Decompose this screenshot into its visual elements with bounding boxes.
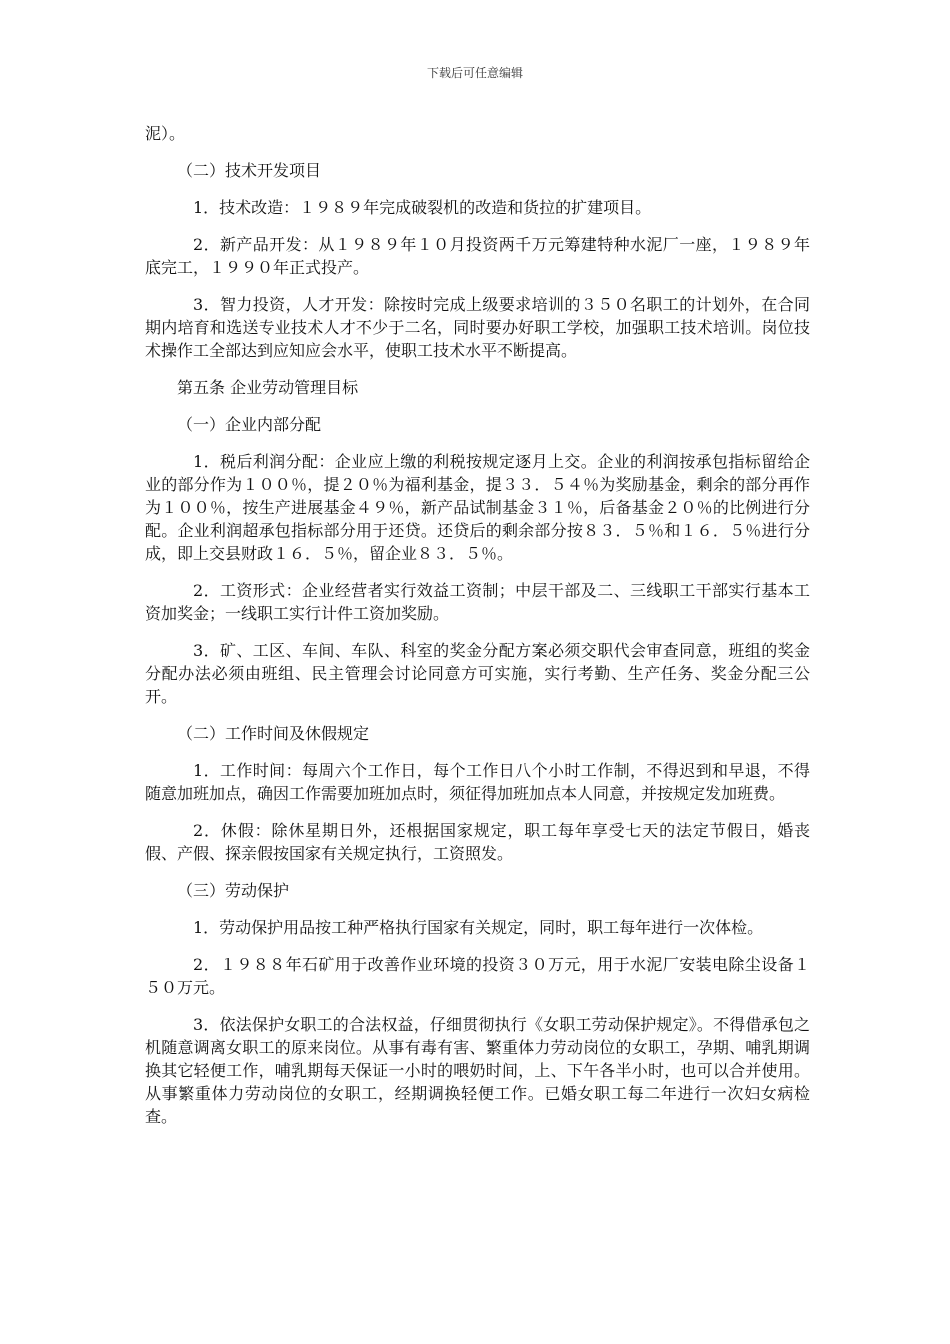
paragraph-wage-form: 2．工资形式：企业经营者实行效益工资制；中层干部及二、三线职工干部实行基本工资加奖金；一线职工实行计件工资加奖励。 bbox=[145, 581, 810, 623]
paragraph-environment-investment: 2．１９８８年石矿用于改善作业环境的投资３０万元，用于水泥厂安装电除尘设备１５０万元。 bbox=[145, 955, 810, 997]
paragraph-tech-reform: 1．技术改造：１９８９年完成破裂机的改造和货拉的扩建项目。 bbox=[193, 198, 652, 217]
paragraph-new-product: 2．新产品开发：从１９８９年１０月投资两千万元筹建特种水泥厂一座，１９８９年底完工，１９９０年正式投产。 bbox=[145, 235, 810, 277]
article-heading-five: 第五条 企业劳动管理目标 bbox=[177, 378, 359, 397]
section-heading-internal-distribution: （一）企业内部分配 bbox=[177, 415, 322, 434]
paragraph-holidays: 2．休假：除休星期日外，还根据国家规定，职工每年享受七天的法定节假日，婚丧假、产假、探亲假按国家有关规定执行，工资照发。 bbox=[145, 821, 810, 863]
section-heading-tech-dev: （二）技术开发项目 bbox=[177, 161, 322, 180]
paragraph-continuation: 泥）。 bbox=[145, 124, 186, 143]
section-heading-work-time: （二）工作时间及休假规定 bbox=[177, 724, 370, 743]
section-heading-labor-protection: （三）劳动保护 bbox=[177, 881, 290, 900]
document-body bbox=[145, 122, 810, 1142]
paragraph-bonus-plan: 3．矿、工区、车间、车队、科室的奖金分配方案必须交职代会审查同意，班组的奖金分配办法必须由班组、民主管理会讨论同意方可实施，实行考勤、生产任务、奖金分配三公开。 bbox=[145, 641, 810, 706]
page-header: 下载后可任意编辑 bbox=[426, 66, 523, 80]
paragraph-work-time: 1．工作时间：每周六个工作日，每个工作日八个小时工作制，不得迟到和早退，不得随意加班加点，确因工作需要加班加点时，须征得加班加点本人同意，并按规定发加班费。 bbox=[145, 761, 810, 803]
paragraph-profit-distribution: 1．税后利润分配：企业应上缴的利税按规定逐月上交。企业的利润按承包指标留给企业的部分作为１００％，提２０％为福利基金，提３３．５４％为奖励基金，剩余的部分再作为１００％，按生产进展基金４９％，新产品试制基金３１％，后备基金２０％的比例进行分配。企业利润超承包指标部分用于还贷。还贷后的剩余部分按８３．５％和１６．５％进行分成，即上交县财政１６．５％，留企业８３．５％。 bbox=[145, 452, 810, 563]
paragraph-talent-dev: 3．智力投资，人才开发：除按时完成上级要求培训的３５０名职工的计划外，在合同期内培育和选送专业技术人才不少于二名，同时要办好职工学校，加强职工技术培训。岗位技术操作工全部达到应知应会水平，使职工技术水平不断提高。 bbox=[145, 295, 810, 360]
paragraph-protective-gear: 1．劳动保护用品按工种严格执行国家有关规定，同时，职工每年进行一次体检。 bbox=[193, 918, 764, 937]
paragraph-female-workers: 3．依法保护女职工的合法权益，仔细贯彻执行《女职工劳动保护规定》。不得借承包之机随意调离女职工的原来岗位。从事有毒有害、繁重体力劳动岗位的女职工，孕期、哺乳期调换其它轻便工作，哺乳期每天保证一小时的喂奶时间，上、下午各半小时，也可以合并使用。从事繁重体力劳动岗位的女职工，经期调换轻便工作。已婚女职工每二年进行一次妇女病检查。 bbox=[145, 1015, 810, 1126]
